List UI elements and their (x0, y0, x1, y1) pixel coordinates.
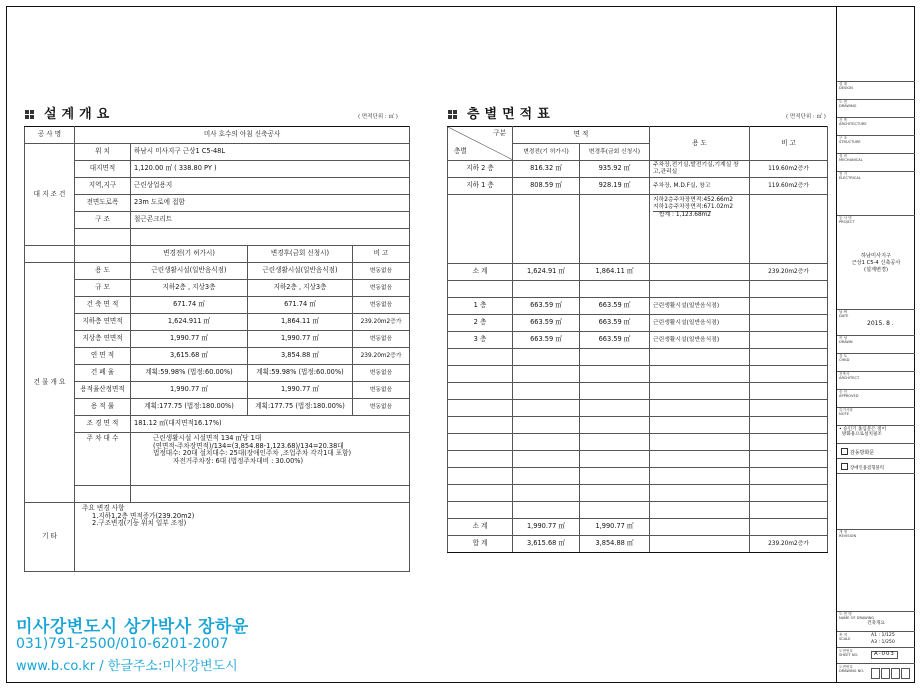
checkbox-item-1 (837, 444, 915, 459)
area-header: 면 적 (513, 127, 650, 144)
promo-phone: 031)791-2500/010-6201-2007 (16, 636, 229, 652)
floor-before: 663.59 ㎡ (513, 315, 580, 332)
floor-use: 근린생활시설(일반음식점) (650, 332, 750, 349)
scale-cell (837, 632, 915, 648)
building-label: 용 도 (75, 263, 131, 280)
title-bullet-icon (448, 110, 457, 119)
etc-line: 주요 변경 사항 (82, 504, 125, 512)
parking-row (25, 433, 410, 486)
building-note: 239.20m2증가 (353, 348, 410, 365)
drawing-no-label: 도면번호 DRAWING NO. (839, 665, 865, 673)
site-value: 23m 도로에 접함 (131, 195, 410, 212)
floor-use: 근린생활시설(일반음식점) (650, 315, 750, 332)
drawing-no-boxes (871, 668, 910, 681)
note-header: 비 고 (750, 127, 828, 161)
site-row (25, 212, 410, 229)
building-after: 1,990.77 ㎡ (248, 382, 353, 399)
parking-note-line: 지하2층주차장면적:452.66m2 (653, 197, 734, 203)
project-name: 미사 호수의 아침 신축공사 (75, 127, 410, 144)
floor-after: 663.59 ㎡ (580, 332, 650, 349)
building-note: 변동없음 (353, 263, 410, 280)
name-of-drawing-cell (837, 612, 915, 632)
site-blank-row (25, 229, 410, 246)
checkbox-item-2 (837, 459, 915, 474)
electrical-label: 전 기 ELECTRICAL (837, 172, 915, 216)
parking-line: 법정대수: 20대 설치대수: 25대(장애인주차 ,조업주차 각각1대 포함) (153, 449, 352, 458)
drawing-label: 도 면 DRAWING (837, 100, 915, 118)
floor-label: 2 층 (448, 315, 513, 332)
building-row (25, 314, 410, 331)
drawing-no-cell (837, 664, 915, 683)
parking-line: 자전거주차장: 6대 (법정주차대비 : 30.00%) (173, 456, 304, 465)
corner-top-label: 구분 (493, 129, 506, 137)
etc-detail (75, 503, 410, 572)
landscape-value: 181.12 ㎡(대지면적16.17%) (131, 416, 410, 433)
scale-a3: A3 : 1/250 (871, 640, 895, 645)
note-label: 특기사항 NOTE (837, 408, 915, 426)
building-label: 지하층 연면적 (75, 314, 131, 331)
building-after: 계획:59.98% (법정:60.00%) (248, 365, 353, 382)
floor-after: 928.19 ㎡ (580, 178, 650, 195)
floor-row-b1 (448, 178, 828, 195)
building-after: 지하2층 , 지상3층 (248, 280, 353, 297)
floor-label: 지하 1 층 (448, 178, 513, 195)
right-unit-note: ( 면적단위 : ㎡ ) (786, 114, 826, 120)
building-label: 건 폐 율 (75, 365, 131, 382)
floor-label: 3 층 (448, 332, 513, 349)
col-after-header: 변경후(금회 신청시) (248, 246, 353, 263)
landscape-label: 조 경 면 적 (75, 416, 131, 433)
checkbox-label: 감동방화문 (850, 450, 875, 456)
floor-row-b2 (448, 161, 828, 178)
building-note: 변동없음 (353, 297, 410, 314)
column-header-row (25, 246, 410, 263)
building-note: 변동없음 (353, 399, 410, 416)
floor-before: 816.32 ㎡ (513, 161, 580, 178)
subtotal-after: 1,864.11 ㎡ (580, 264, 650, 281)
building-group-label: 건 물 개 요 (25, 263, 75, 503)
col-note-header: 비 고 (353, 246, 410, 263)
total-before: 3,615.68 ㎡ (513, 536, 580, 553)
corner-cell (448, 127, 513, 161)
chkd-label: 검 토 CHKD (837, 354, 915, 372)
building-note: 변동없음 (353, 365, 410, 382)
project-name: 하남미사지구 근상1 C5-4 신축공사 (설계변경) (851, 252, 901, 273)
subtotal-note: 239.20m2증가 (750, 264, 828, 281)
subtotal-after: 1,990.77 ㎡ (580, 519, 650, 536)
parking-area-note (650, 195, 750, 264)
building-before: 계획:59.98% (법정:60.00%) (131, 365, 248, 382)
checkbox-icon (841, 448, 848, 455)
parking-line: (연면적-주차장면적)/134=(3,854.88-1,123.68)/134=20.38대 (153, 441, 344, 450)
building-label: 용 적 률 (75, 399, 131, 416)
parking-note-row (448, 195, 828, 264)
approval-note: • 승인기 홈입문은 절이 방화용으로설치필조 (837, 426, 915, 444)
floor-area-table (447, 126, 828, 553)
total-after: 3,854.88 ㎡ (580, 536, 650, 553)
mechanical-label: 설 비 MECHANICAL (837, 154, 915, 172)
parking-note-line: 합계 : 1,123.68m2 (653, 211, 711, 219)
building-before: 671.74 ㎡ (131, 297, 248, 314)
checkbox-label: 장애인용점형블럭 (850, 466, 884, 471)
building-label: 연 면 적 (75, 348, 131, 365)
structure-label: 구 조 STRUCTURE (837, 136, 915, 154)
building-label: 지상층 연면적 (75, 331, 131, 348)
floor-row-3 (448, 332, 828, 349)
site-row (25, 178, 410, 195)
building-label: 용적율산정면적 (75, 382, 131, 399)
after-header: 변경후(금회 신청시) (580, 144, 650, 161)
site-label: 전면도로폭 (75, 195, 131, 212)
building-after: 671.74 ㎡ (248, 297, 353, 314)
name-of-drawing-label: 도 면 명 NAME OF DRAWING (839, 612, 875, 620)
site-label: 대지면적 (75, 161, 131, 178)
project-row (25, 127, 410, 144)
revision-label: 개 정 REVISION (837, 530, 915, 612)
building-row (25, 280, 410, 297)
building-row (25, 331, 410, 348)
building-row (25, 348, 410, 365)
building-row (25, 297, 410, 314)
building-after: 근린생활시설(일반음식점) (248, 263, 353, 280)
basement-subtotal-row (448, 264, 828, 281)
building-label: 규 모 (75, 280, 131, 297)
total-note: 239.20m2증가 (750, 536, 828, 553)
promo-title: 미사강변도시 상가박사 장하윤 (16, 617, 249, 637)
parking-detail (131, 433, 410, 486)
drawn-label: 작 성 DRAWN (837, 336, 915, 354)
building-before: 계획:177.75 (법정:180.00%) (131, 399, 248, 416)
parking-note-line: 지하1층주차장면적:671.02m2 (653, 203, 734, 210)
scale-a1: A1 : 1/125 (871, 633, 895, 638)
date-cell (837, 310, 915, 336)
sheet-label: 도면번호 SHEET NO. (839, 649, 859, 657)
floor-area-title: 층별면적표 (448, 103, 555, 122)
floor-label: 1 층 (448, 298, 513, 315)
name-of-drawing-value: 건축개요 (867, 620, 885, 626)
floor-note: 119.60m2증가 (750, 178, 828, 195)
checkbox-icon (841, 463, 848, 470)
building-before: 근린생활시설(일반음식점) (131, 263, 248, 280)
building-note: 변동없음 (353, 382, 410, 399)
site-row (25, 195, 410, 212)
subtotal-label: 소 계 (448, 519, 513, 536)
above-subtotal-row (448, 519, 828, 536)
site-value: 하남시 미사지구 근상1 C5-48L (131, 144, 410, 161)
floor-before: 663.59 ㎡ (513, 298, 580, 315)
floor-row-1 (448, 298, 828, 315)
site-value: 근린상업용지 (131, 178, 410, 195)
building-before: 1,990.77 ㎡ (131, 331, 248, 348)
header-row (448, 127, 828, 144)
project-label: 공 사 명 PROJECT (839, 216, 855, 224)
approved-label: 승 인 APPROVED (837, 390, 915, 408)
building-label: 건 축 면 적 (75, 297, 131, 314)
site-value: 철근콘크리트 (131, 212, 410, 229)
etc-line: 1.지하1,2층 면적증가(239.20m2) (92, 511, 195, 520)
floor-before: 808.59 ㎡ (513, 178, 580, 195)
before-header: 변경전(기 허가시) (513, 144, 580, 161)
building-row (25, 399, 410, 416)
project-label: 공 사 명 (25, 127, 75, 144)
design-overview-title: 설계개요 (25, 103, 114, 122)
floor-note: 119.60m2증가 (750, 161, 828, 178)
floor-after: 935.92 ㎡ (580, 161, 650, 178)
etc-line: 2.구조변경(기둥 위치 일부 조정) (92, 519, 187, 528)
date-value: 2015. 8 . (867, 320, 894, 327)
title-block (836, 6, 915, 683)
floor-before: 663.59 ㎡ (513, 332, 580, 349)
subtotal-before: 1,624.91 ㎡ (513, 264, 580, 281)
left-unit-note: ( 면적단위 : ㎡ ) (358, 114, 398, 120)
subtotal-label: 소 계 (448, 264, 513, 281)
site-label: 지역,지구 (75, 178, 131, 195)
building-after: 1,864.11 ㎡ (248, 314, 353, 331)
floor-after: 663.59 ㎡ (580, 315, 650, 332)
floor-use: 근린생활시설(일반음식점) (650, 298, 750, 315)
building-note: 239.20m2증가 (353, 314, 410, 331)
sheet-cell (837, 648, 915, 664)
building-before: 지하2층 , 지상3층 (131, 280, 248, 297)
building-row (25, 365, 410, 382)
sheet-number: A-003 (871, 651, 898, 659)
site-group-label: 대 지 조 건 (25, 144, 75, 246)
landscape-row (25, 416, 410, 433)
building-before: 3,615.68 ㎡ (131, 348, 248, 365)
architect-label: 건축사 ARCHITECT (837, 372, 915, 390)
floor-after: 663.59 ㎡ (580, 298, 650, 315)
building-before: 1,990.77 ㎡ (131, 382, 248, 399)
building-note: 변동없음 (353, 331, 410, 348)
etc-label: 기 타 (25, 503, 75, 572)
floor-use: 주차장,전기실,발전기실,기계실 창고,관리실 (650, 161, 750, 178)
promo-website: www.b.co.kr / 한글주소:미사강변도시 (16, 659, 238, 674)
design-overview-table (24, 126, 410, 572)
title-bullet-icon (25, 110, 34, 119)
building-after: 계획:177.75 (법정:180.00%) (248, 399, 353, 416)
date-label: 날 짜 DATE (839, 310, 849, 318)
parking-line: 근린생활시설 시설면적 134 ㎡당 1대 (153, 434, 262, 442)
building-note: 변동없음 (353, 280, 410, 297)
building-after: 1,990.77 ㎡ (248, 331, 353, 348)
building-blank-row (25, 486, 410, 503)
floor-row-2 (448, 315, 828, 332)
building-before: 1,624.911 ㎡ (131, 314, 248, 331)
subtotal-before: 1,990.77 ㎡ (513, 519, 580, 536)
site-row (25, 161, 410, 178)
blank-row (448, 281, 828, 298)
project-cell (837, 216, 915, 310)
site-value: 1,120.00 ㎡ ( 338.80 PY ) (131, 161, 410, 178)
floor-label: 지하 2 층 (448, 161, 513, 178)
col-before-header: 변경전(기 허가시) (131, 246, 248, 263)
floor-use: 주차장, M.D.F실, 창고 (650, 178, 750, 195)
use-header: 용 도 (650, 127, 750, 161)
building-row (25, 263, 410, 280)
site-label: 위 치 (75, 144, 131, 161)
site-row (25, 144, 410, 161)
architecture-label: 건 축 ARCHITECTURE (837, 118, 915, 136)
building-after: 3,854.88 ㎡ (248, 348, 353, 365)
site-label: 구 조 (75, 212, 131, 229)
design-label: 설 계 DESIGN (837, 82, 915, 100)
scale-label: 축 척 SCALE (839, 633, 851, 641)
building-row (25, 382, 410, 399)
etc-row (25, 503, 410, 572)
total-row (448, 536, 828, 553)
corner-bottom-label: 층별 (454, 147, 467, 156)
parking-label: 주 차 대 수 (75, 433, 131, 486)
total-label: 합 계 (448, 536, 513, 553)
